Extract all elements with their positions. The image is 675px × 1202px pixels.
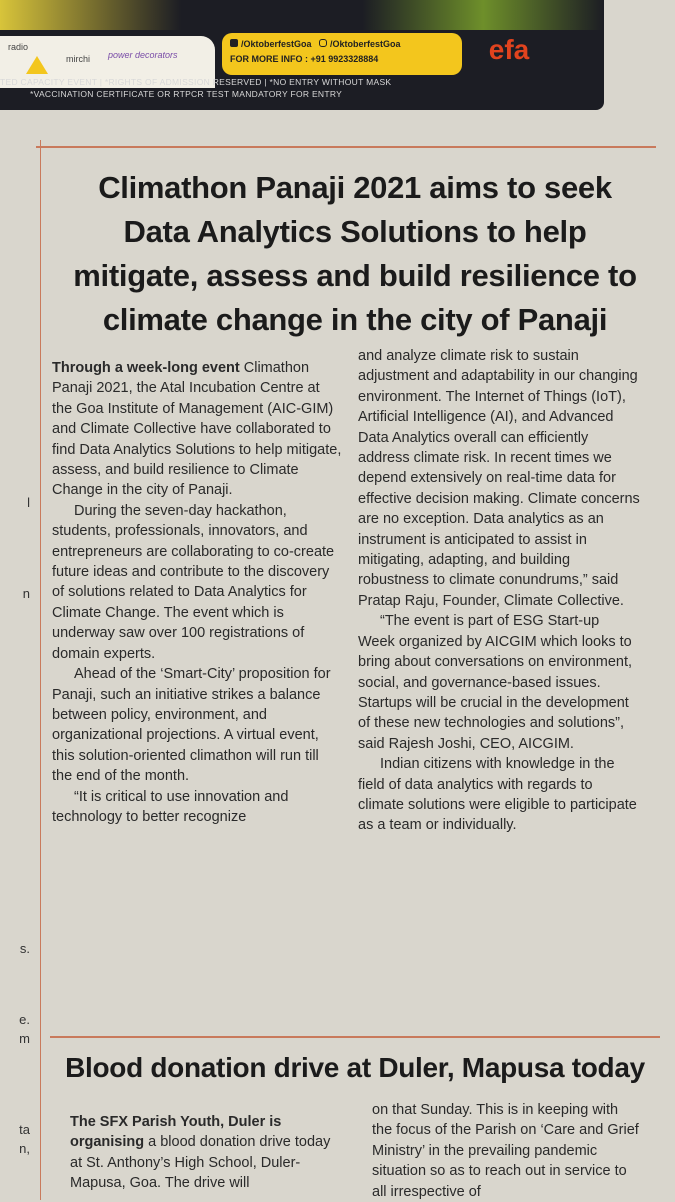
paragraph: on that Sunday. This is in keeping with the focus of the Parish on ‘Care and Grief Ministry’ in the prevailing pandemic situation so as to reach out in service to all irrespective of (372, 1102, 639, 1200)
efa-logo: efa (488, 34, 530, 65)
radio-logo: radio (8, 42, 29, 52)
paragraph: Indian citizens with knowledge in the field of data analytics with regards to climate solutions were eligible to participate as a team or individually. (358, 756, 637, 834)
fragment-text: l (27, 495, 30, 510)
top-divider (36, 146, 656, 148)
ad-artwork (0, 0, 604, 30)
facebook-handle: /OktoberfestGoa (241, 39, 312, 49)
decorators-logo: power decorators (108, 50, 178, 60)
article2-column-2 (372, 1100, 640, 1202)
more-info-phone: FOR MORE INFO : +91 9923328884 (230, 54, 379, 64)
article2-column-1 (70, 1112, 340, 1194)
article-headline-2: Blood donation drive at Duler, Mapusa today (65, 1052, 645, 1083)
social-info-box (222, 33, 462, 75)
warning-triangle-icon (26, 56, 48, 74)
paragraph: Ahead of the ‘Smart-City’ proposition for Panaji, such an initiative strikes a balance between policy, environment, and organizational projections. A virtual event, this solution-oriented climathon will run till the end of the month. (52, 666, 331, 785)
paragraph: and analyze climate risk to sustain adjustment and adaptability in our changing environment. The Internet of Things (IoT), Artificial Intelligence (AI), and Advanced Data Analytics overall can efficiently address climate risk. In recent times we depend extensively on real-time data for effective decision making. Climate concerns are no exception. Data analytics as an instrument is anticipated to assist in mitigating, adapting, and building robustness to climate conundrums,” said Pratap Raju, Founder, Climate Collective. (358, 348, 640, 609)
mirchi-logo: mirchi (66, 54, 90, 64)
fragment-text: n, (19, 1141, 30, 1156)
paragraph: “The event is part of ESG Start-up Week organized by AICGIM which looks to bring about conversations on environment, social, and governance-based issues. Startups will be crucial in the development of these new technologies and solutions”, said Rajesh Joshi, CEO, AICGIM. (358, 613, 633, 752)
article-divider (50, 1036, 660, 1038)
fragment-text: s. (19, 941, 30, 956)
fragment-text: n (22, 586, 30, 601)
facebook-icon (230, 39, 238, 47)
article-column-2 (358, 346, 640, 836)
fragment-text: m (19, 1031, 30, 1046)
article-headline: Climathon Panaji 2021 aims to seek Data Analytics Solutions to help mitigate, assess and build resilience to climate change in the city of Panaji (73, 170, 637, 337)
paragraph: During the seven-day hackathon, students, professionals, innovators, and entrepreneurs are collaborating to co-create future ideas and contribute to the discovery of solutions related to Data Analytics for Climate Change. The event which is underway saw over 100 registrations of domain experts. (52, 502, 335, 662)
article-column-1 (52, 358, 342, 827)
instagram-icon (319, 39, 327, 47)
paragraph: Through a week-long event Climathon Panaji 2021, the Atal Incubation Centre at the Goa Institute of Management (AIC-GIM) and Climate Collective have collaborated to find Data Analytics Solutions to help mitigate, assess, and build resilience to Climate Change in the city of Panaji. (52, 360, 342, 499)
instagram-handle: /OktoberfestGoa (330, 39, 401, 49)
ad-disclaimer: TED CAPACITY EVENT | *RIGHTS OF ADMISSION RESERVED | *NO ENTRY WITHOUT MASK *VACCINATION CERTIFICATE OR RTPCR TEST MANDATORY FOR ENTRY (0, 77, 392, 99)
fragment-text: ta (19, 1122, 30, 1137)
paragraph: The SFX Parish Youth, Duler is organising a blood donation drive today at St. Anthony’s High School, Duler-Mapusa, Goa. The drive will (70, 1114, 331, 1192)
advertisement-banner (0, 0, 604, 110)
fragment-text: e. (19, 1012, 30, 1027)
paragraph: “It is critical to use innovation and technology to better recognize (52, 788, 289, 825)
